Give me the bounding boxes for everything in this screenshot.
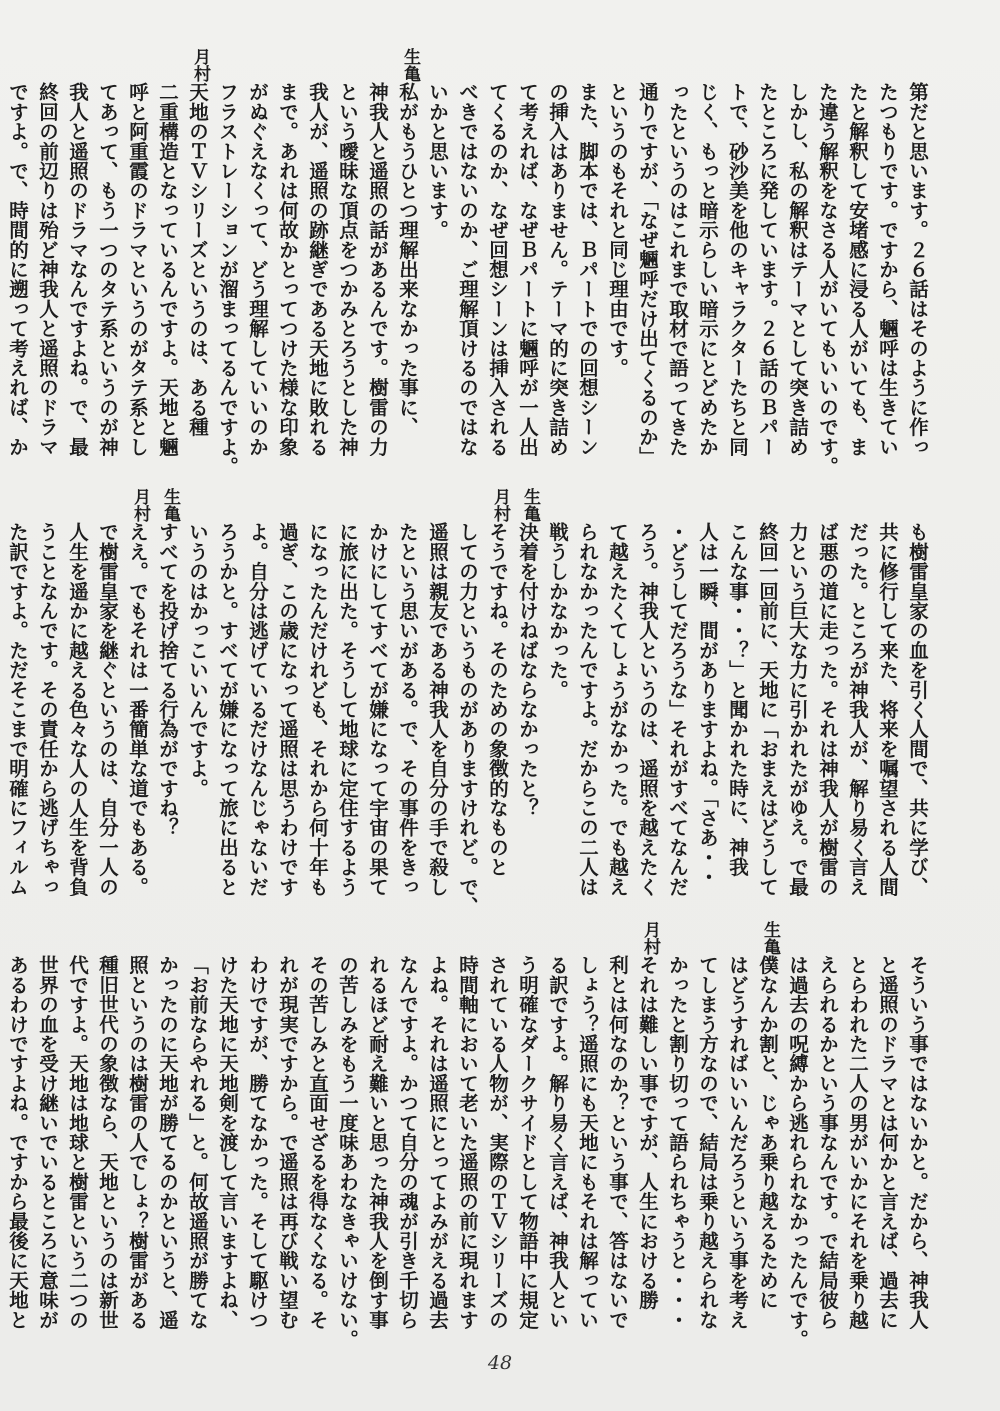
- text-line: それは難しい事ですが、人生における勝: [636, 955, 659, 1310]
- speaker-label: 月村: [490, 488, 510, 522]
- text-line: れるほど耐え難いと思った神我人を倒す事: [366, 955, 389, 1330]
- text-column: [452, 955, 482, 1329]
- text-line: の挿入はありません。テーマ的に突き詰め: [546, 82, 569, 457]
- speaker-label: 生亀: [160, 488, 180, 522]
- speaker-label: 月村: [190, 48, 210, 82]
- text-tier-top: [6, 48, 932, 482]
- text-column: [62, 955, 92, 1329]
- text-line: しての力というものがありますけれど。で、: [456, 522, 479, 916]
- text-line: いうのはかっこいいんですよ。: [186, 522, 209, 798]
- text-line: 戦うしかなかった。: [546, 522, 569, 700]
- text-column: [452, 82, 482, 456]
- text-line: たところに発しています。２６話のＢパー: [756, 82, 779, 457]
- text-column: [272, 82, 302, 456]
- text-line: は過去の呪縛から逃れられなかったんです。: [786, 955, 809, 1349]
- text-column: [842, 82, 872, 456]
- text-column: [242, 522, 272, 896]
- text-line: た違う解釈をなさる人がいてもいいのです。: [816, 82, 839, 476]
- text-line: [0, 82, 2, 456]
- text-line: 天地のＴＶシリーズというのは、ある種: [186, 82, 209, 437]
- text-column: [902, 522, 932, 896]
- text-tier-bottom: [6, 921, 932, 1349]
- text-column: [482, 488, 512, 877]
- text-line: 終回の前辺りは殆ど神我人と遥照のドラマ: [36, 82, 59, 457]
- text-line: 人生を遥かに越える色々な人の人生を背負: [66, 522, 89, 897]
- text-column: [2, 955, 32, 1329]
- text-line: 人は一瞬、間がありますよね。「さあ・・: [696, 522, 719, 887]
- text-column: [2, 522, 32, 896]
- text-column: [332, 955, 362, 1349]
- text-column: [122, 488, 152, 897]
- text-column: [692, 522, 722, 887]
- text-column: [362, 955, 392, 1329]
- text-column: [632, 921, 662, 1310]
- text-line: トで、砂沙美を他のキャラクターたちと同: [726, 82, 749, 457]
- text-column: [602, 522, 632, 896]
- text-line: かったのに天地が勝てるのかというと、遥: [156, 955, 179, 1330]
- speaker-label: 生亀: [520, 488, 540, 522]
- text-line: じく、もっと暗示らしい暗示にとどめたか: [696, 82, 719, 457]
- text-column: [362, 522, 392, 896]
- text-column: [302, 522, 332, 896]
- text-line: はどうすればいいんだろうという事を考え: [726, 955, 749, 1330]
- speaker-label: 生亀: [760, 921, 780, 955]
- text-column: [62, 522, 92, 896]
- text-line: よね。それは遥照にとってよみがえる過去: [426, 955, 449, 1330]
- text-column: [602, 955, 632, 1329]
- text-line: 通りですが、「なぜ魎呼だけ出てくるのか」: [636, 82, 659, 467]
- text-line: た訳ですよ。ただそこまで明確にフィルム: [6, 522, 29, 897]
- text-column: [692, 82, 722, 456]
- text-column: [872, 82, 902, 456]
- text-column: [452, 522, 482, 916]
- text-line: 僕なんか割と、じゃあ乗り越えるために: [756, 955, 779, 1310]
- text-line: 呼と阿重霞のドラマというのがタテ系とし: [126, 82, 149, 457]
- text-line: と遥照のドラマとは何かと言えば、過去に: [876, 955, 899, 1330]
- text-line: 我人が、遥照の跡継ぎである天地に敗れる: [306, 82, 329, 457]
- text-column: [662, 522, 692, 896]
- text-line: られなかったんですよ。だからこの二人は: [576, 522, 599, 897]
- text-line: う明確なダークサイドとして物語中に規定: [516, 955, 539, 1330]
- text-column: [362, 82, 392, 456]
- text-line: 種旧世代の象徴なら、天地というのは新世: [96, 955, 119, 1330]
- text-line: 過ぎ、この歳になって遥照は思うわけです: [276, 522, 299, 897]
- text-line: になったんだけれども、それから何十年も: [306, 522, 329, 897]
- text-line: ったというのはこれまで取材で語ってきた: [666, 82, 689, 457]
- text-column: [842, 955, 872, 1329]
- text-column: [722, 522, 752, 877]
- text-line: ろう。神我人というのは、遥照を越えたく: [636, 522, 659, 897]
- text-column: [182, 522, 212, 798]
- text-column: [482, 82, 512, 456]
- text-line: というのもそれと同じ理由です。: [606, 82, 629, 378]
- text-line: [0, 955, 2, 1329]
- text-column: [212, 955, 242, 1329]
- text-column: [632, 522, 662, 896]
- text-column: [32, 82, 62, 456]
- text-column: [512, 488, 542, 818]
- text-line: 第だと思います。２６話はそのように作っ: [906, 82, 929, 457]
- text-line: その苦しみと直面せざるを得なくなる。そ: [306, 955, 329, 1330]
- text-column: [422, 82, 452, 240]
- text-column: [512, 955, 542, 1329]
- text-line: しょう？遥照にも天地にもそれは解ってい: [576, 955, 599, 1330]
- text-line: そういう事ではないかと。だから、神我人: [906, 955, 929, 1330]
- text-column: [302, 955, 332, 1329]
- text-line: そうですね。そのための象徴的なものと: [486, 522, 509, 877]
- text-column: [572, 955, 602, 1329]
- text-line: 遥照は親友である神我人を自分の手で殺し: [426, 522, 449, 897]
- text-column: [332, 522, 362, 896]
- text-line: の苦しみをもう一度味あわなきゃいけない。: [336, 955, 359, 1349]
- text-column: [392, 522, 422, 896]
- text-column: [302, 82, 332, 456]
- text-line: すべてを投げ捨てる行為がですね？: [156, 522, 179, 838]
- text-line: ろうかと。すべてが嫌になって旅に出ると: [216, 522, 239, 897]
- text-column: [722, 82, 752, 456]
- text-line: うことなんです。その責任から逃げちゃっ: [36, 522, 59, 897]
- text-column: [92, 522, 122, 896]
- text-column: [752, 82, 782, 456]
- text-line: かけにしてすべてが嫌になって宇宙の果て: [366, 522, 389, 897]
- text-line: 世界の血を受け継いでいるところに意味が: [36, 955, 59, 1330]
- speaker-label: 月村: [130, 488, 150, 522]
- page-number: 48: [487, 1352, 513, 1374]
- text-line: よ。自分は逃げているだけなんじゃないだ: [246, 522, 269, 897]
- text-line: とらわれた二人の男がいかにそれを乗り越: [846, 955, 869, 1330]
- text-line: ですよ。で、時間的に遡って考えれば、か: [6, 82, 29, 457]
- text-column: [92, 82, 122, 456]
- text-column: [32, 955, 62, 1329]
- text-line: たと解釈して安堵感に浸る人がいても、ま: [846, 82, 869, 457]
- text-line: 時間軸において老いた遥照の前に現れます: [456, 955, 479, 1330]
- text-line: あるわけですよね。ですから最後に天地と: [6, 955, 29, 1330]
- text-line: という曖昧な頂点をつかみとろうとした神: [336, 82, 359, 457]
- text-column: [2, 82, 32, 456]
- text-line: 神我人と遥照の話があるんです。樹雷の力: [366, 82, 389, 457]
- text-column: [422, 522, 452, 896]
- text-line: てくるのか、なぜ回想シーンは挿入される: [486, 82, 509, 457]
- text-line: 終回一回前に、天地に「おまえはどうして: [756, 522, 779, 897]
- text-line: る訳ですよ。解り易く言えば、神我人とい: [546, 955, 569, 1330]
- text-column: [782, 955, 812, 1349]
- text-line: こんな事・・？」と聞かれた時に、神我: [726, 522, 749, 877]
- text-line: フラストレーションが溜まってるんですよ。: [216, 82, 239, 476]
- text-line: [0, 522, 2, 896]
- text-column: [572, 522, 602, 896]
- text-line: いかと思います。: [426, 82, 449, 240]
- text-line: されている人物が、実際のＴＶシリーズの: [486, 955, 509, 1330]
- text-column: [722, 955, 752, 1329]
- text-line: 決着を付けねばならなかったと？: [516, 522, 539, 818]
- text-line: 力という巨大な力に引かれたがゆえ。で最: [786, 522, 809, 897]
- text-tier-middle: [6, 488, 932, 917]
- text-column: [0, 82, 2, 456]
- text-line: に旅に出た。そうして地球に定住するよう: [336, 522, 359, 897]
- text-column: [872, 955, 902, 1329]
- text-line: たという思いがある。で、その事件をきっ: [396, 522, 419, 897]
- text-line: 「お前ならやれる」と。何故遥照が勝てな: [186, 955, 209, 1330]
- text-column: [0, 522, 2, 896]
- text-column: [332, 82, 362, 456]
- text-column: [182, 955, 212, 1329]
- text-column: [272, 522, 302, 896]
- text-column: [152, 82, 182, 456]
- text-column: [272, 955, 302, 1329]
- speaker-label: 生亀: [400, 48, 420, 82]
- text-line: たつもりです。ですから、魎呼は生きてい: [876, 82, 899, 457]
- text-line: てあって、もう一つのタテ系というのが神: [96, 82, 119, 457]
- text-column: [632, 82, 662, 466]
- speaker-label: 月村: [640, 921, 660, 955]
- text-column: [572, 82, 602, 456]
- text-line: しかし、私の解釈はテーマとして突き詰め: [786, 82, 809, 457]
- text-column: [812, 955, 842, 1329]
- text-line: わけですが、勝てなかった。そして駆けつ: [246, 955, 269, 1330]
- text-column: [752, 522, 782, 896]
- text-line: けた天地に天地剣を渡して言いますよね、: [216, 955, 239, 1330]
- text-column: [242, 82, 272, 456]
- text-column: [902, 82, 932, 456]
- text-line: 二重構造となっているんですよ。天地と魎: [156, 82, 179, 457]
- text-column: [32, 522, 62, 896]
- text-column: [812, 82, 842, 476]
- text-column: [422, 955, 452, 1329]
- text-line: も樹雷皇家の血を引く人間で、共に学び、: [906, 522, 929, 897]
- text-column: [662, 82, 692, 456]
- text-line: 利とは何なのか？という事で、答はないで: [606, 955, 629, 1330]
- text-line: ば悪の道に走った。それは神我人が樹雷の: [816, 522, 839, 897]
- text-column: [842, 522, 872, 896]
- text-line: ええ。でもそれは一番簡単な道でもある。: [126, 522, 149, 897]
- text-column: [782, 82, 812, 456]
- text-line: 代ですよ。天地は地球と樹雷という二つの: [66, 955, 89, 1330]
- text-column: [92, 955, 122, 1329]
- text-column: [782, 522, 812, 896]
- text-line: 共に修行して来た、将来を嘱望される人間: [876, 522, 899, 897]
- text-line: えられるかという事なんです。で結局彼ら: [816, 955, 839, 1330]
- text-column: [212, 82, 242, 476]
- text-line: だった。ところが神我人が、解り易く言え: [846, 522, 869, 897]
- text-column: [542, 955, 572, 1329]
- text-line: 私がもうひとつ理解出来なかった事に、: [396, 82, 419, 437]
- text-line: なんですよ。かつて自分の魂が引き千切ら: [396, 955, 419, 1330]
- text-line: がぬぐえなくって、どう理解していいのか: [246, 82, 269, 457]
- text-column: [752, 921, 782, 1310]
- text-column: [212, 522, 242, 896]
- text-column: [122, 955, 152, 1329]
- text-line: で樹雷皇家を継ぐというのは、自分一人の: [96, 522, 119, 897]
- text-column: [542, 522, 572, 699]
- text-column: [242, 955, 272, 1329]
- text-column: [0, 955, 2, 1329]
- text-column: [392, 955, 422, 1329]
- text-line: てしまう方なので、結局は乗り越えられな: [696, 955, 719, 1330]
- text-column: [392, 48, 422, 437]
- text-line: て越えたくてしょうがなかった。でも越え: [606, 522, 629, 897]
- text-line: 我人と遥照のドラマなんですよね。で、最: [66, 82, 89, 457]
- text-line: まで。あれは何故かとってつけた様な印象: [276, 82, 299, 457]
- text-line: べきではないのか、ご理解頂けるのではな: [456, 82, 479, 457]
- text-column: [122, 82, 152, 456]
- text-line: て考えれば、なぜＢパートに魎呼が一人出: [516, 82, 539, 457]
- text-column: [872, 522, 902, 896]
- text-column: [692, 955, 722, 1329]
- text-line: かったと割り切って語られちゃうと・・・: [666, 955, 689, 1330]
- text-column: [152, 955, 182, 1329]
- text-column: [902, 955, 932, 1329]
- text-column: [482, 955, 512, 1329]
- text-line: れが現実ですから。で遥照は再び戦い望む: [276, 955, 299, 1330]
- text-column: [812, 522, 842, 896]
- text-column: [602, 82, 632, 378]
- text-column: [182, 48, 212, 437]
- text-column: [662, 955, 692, 1329]
- text-column: [512, 82, 542, 456]
- text-column: [542, 82, 572, 456]
- text-column: [152, 488, 182, 838]
- text-line: 照というのは樹雷の人でしょ？樹雷がある: [126, 955, 149, 1330]
- text-line: ・どうしてだろうな」それがすべてなんだ: [666, 522, 689, 897]
- text-column: [62, 82, 92, 456]
- text-line: また、脚本では、Ｂパートでの回想シーン: [576, 82, 599, 457]
